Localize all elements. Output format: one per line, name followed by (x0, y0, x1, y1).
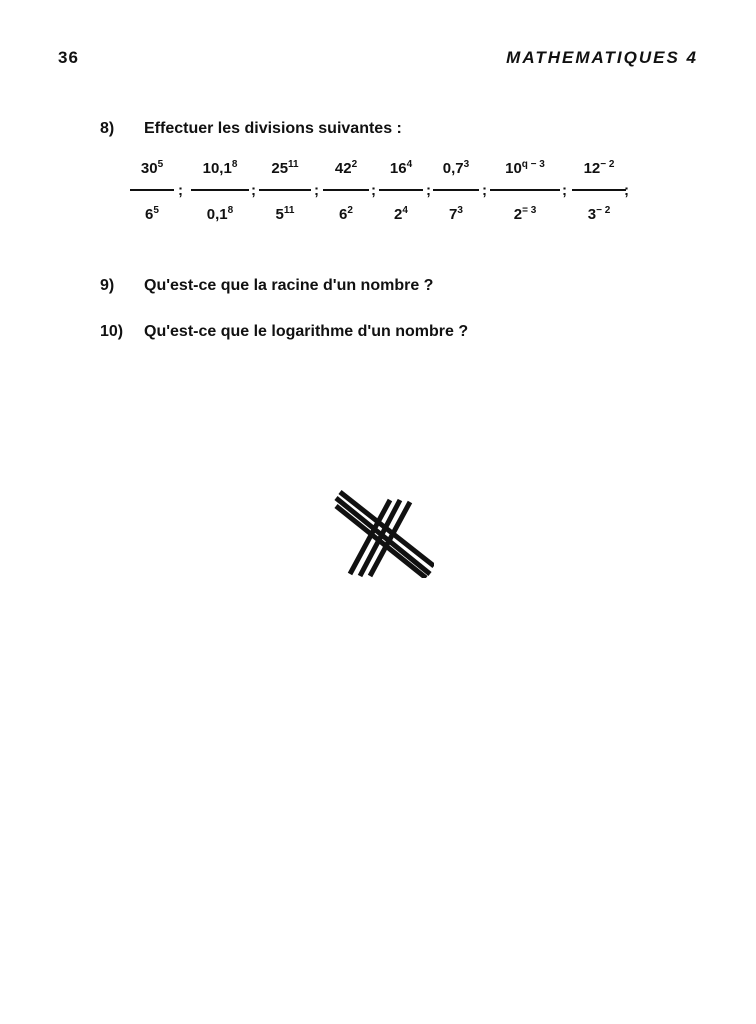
numerator: 10,1$^8$ (202, 159, 238, 177)
denominator: $2^4$ (394, 205, 408, 223)
exercise-number: 10) (100, 323, 124, 340)
numerator: $30^5$ (140, 159, 164, 177)
fraction-bar (490, 189, 560, 191)
fraction-bar (379, 189, 423, 191)
separator: ; (314, 182, 319, 199)
denominator: $0,1^8$ (206, 205, 234, 223)
denominator: $6^2$ (339, 205, 353, 223)
fraction-7 (490, 160, 560, 232)
denominator: $6^5$ (145, 205, 159, 223)
denominator: $2^{= 3}$ (513, 205, 537, 223)
exercise-9 (100, 277, 433, 295)
denominator: $5^{11}$ (275, 205, 295, 223)
fraction-bar (433, 189, 479, 191)
fraction-4 (323, 160, 369, 232)
numerator: $16^4$ (389, 159, 413, 177)
fraction-bar (191, 189, 249, 191)
fraction-bar (259, 189, 311, 191)
separator: ; (371, 182, 376, 199)
numerator: $42^2$ (334, 159, 358, 177)
fraction-3 (259, 160, 311, 232)
exercise-number: 8) (100, 120, 115, 137)
crosshatch-ornament-icon (330, 490, 434, 578)
separator: ; (251, 182, 256, 199)
numerator: $25^{11}$ (271, 159, 299, 177)
numerator: $10^{q - 3}$ (505, 159, 545, 177)
exercise-text: Effectuer les divisions suivantes : (144, 120, 402, 137)
fraction-1 (130, 160, 174, 232)
separator: ; (562, 182, 567, 199)
fraction-5 (379, 160, 423, 232)
separator: ; (482, 182, 487, 199)
fraction-2 (191, 160, 249, 232)
separator: ; (426, 182, 431, 199)
exercise-number: 9) (100, 277, 115, 294)
exercise-text: Qu'est-ce que le logarithme d'un nombre ? (144, 323, 469, 340)
exercise-text: Qu'est-ce que la racine d'un nombre ? (144, 277, 434, 294)
separator: ; (624, 182, 629, 199)
page-number: 36 (58, 48, 79, 67)
numerator: $12^{- 2}$ (583, 159, 615, 177)
fraction-8 (572, 160, 626, 232)
separator: ; (178, 182, 183, 199)
denominator: $7^3$ (449, 205, 463, 223)
running-header: MATHEMATIQUES 4 (506, 48, 698, 67)
exercise-10 (100, 323, 468, 341)
fraction-6 (433, 160, 479, 232)
fraction-bar (130, 189, 174, 191)
exercise-8 (100, 120, 402, 138)
numerator: $0,7^3$ (442, 159, 470, 177)
fraction-bar (323, 189, 369, 191)
fraction-list (130, 160, 630, 232)
fraction-bar (572, 189, 626, 191)
denominator: $3^{- 2}$ (587, 205, 611, 223)
